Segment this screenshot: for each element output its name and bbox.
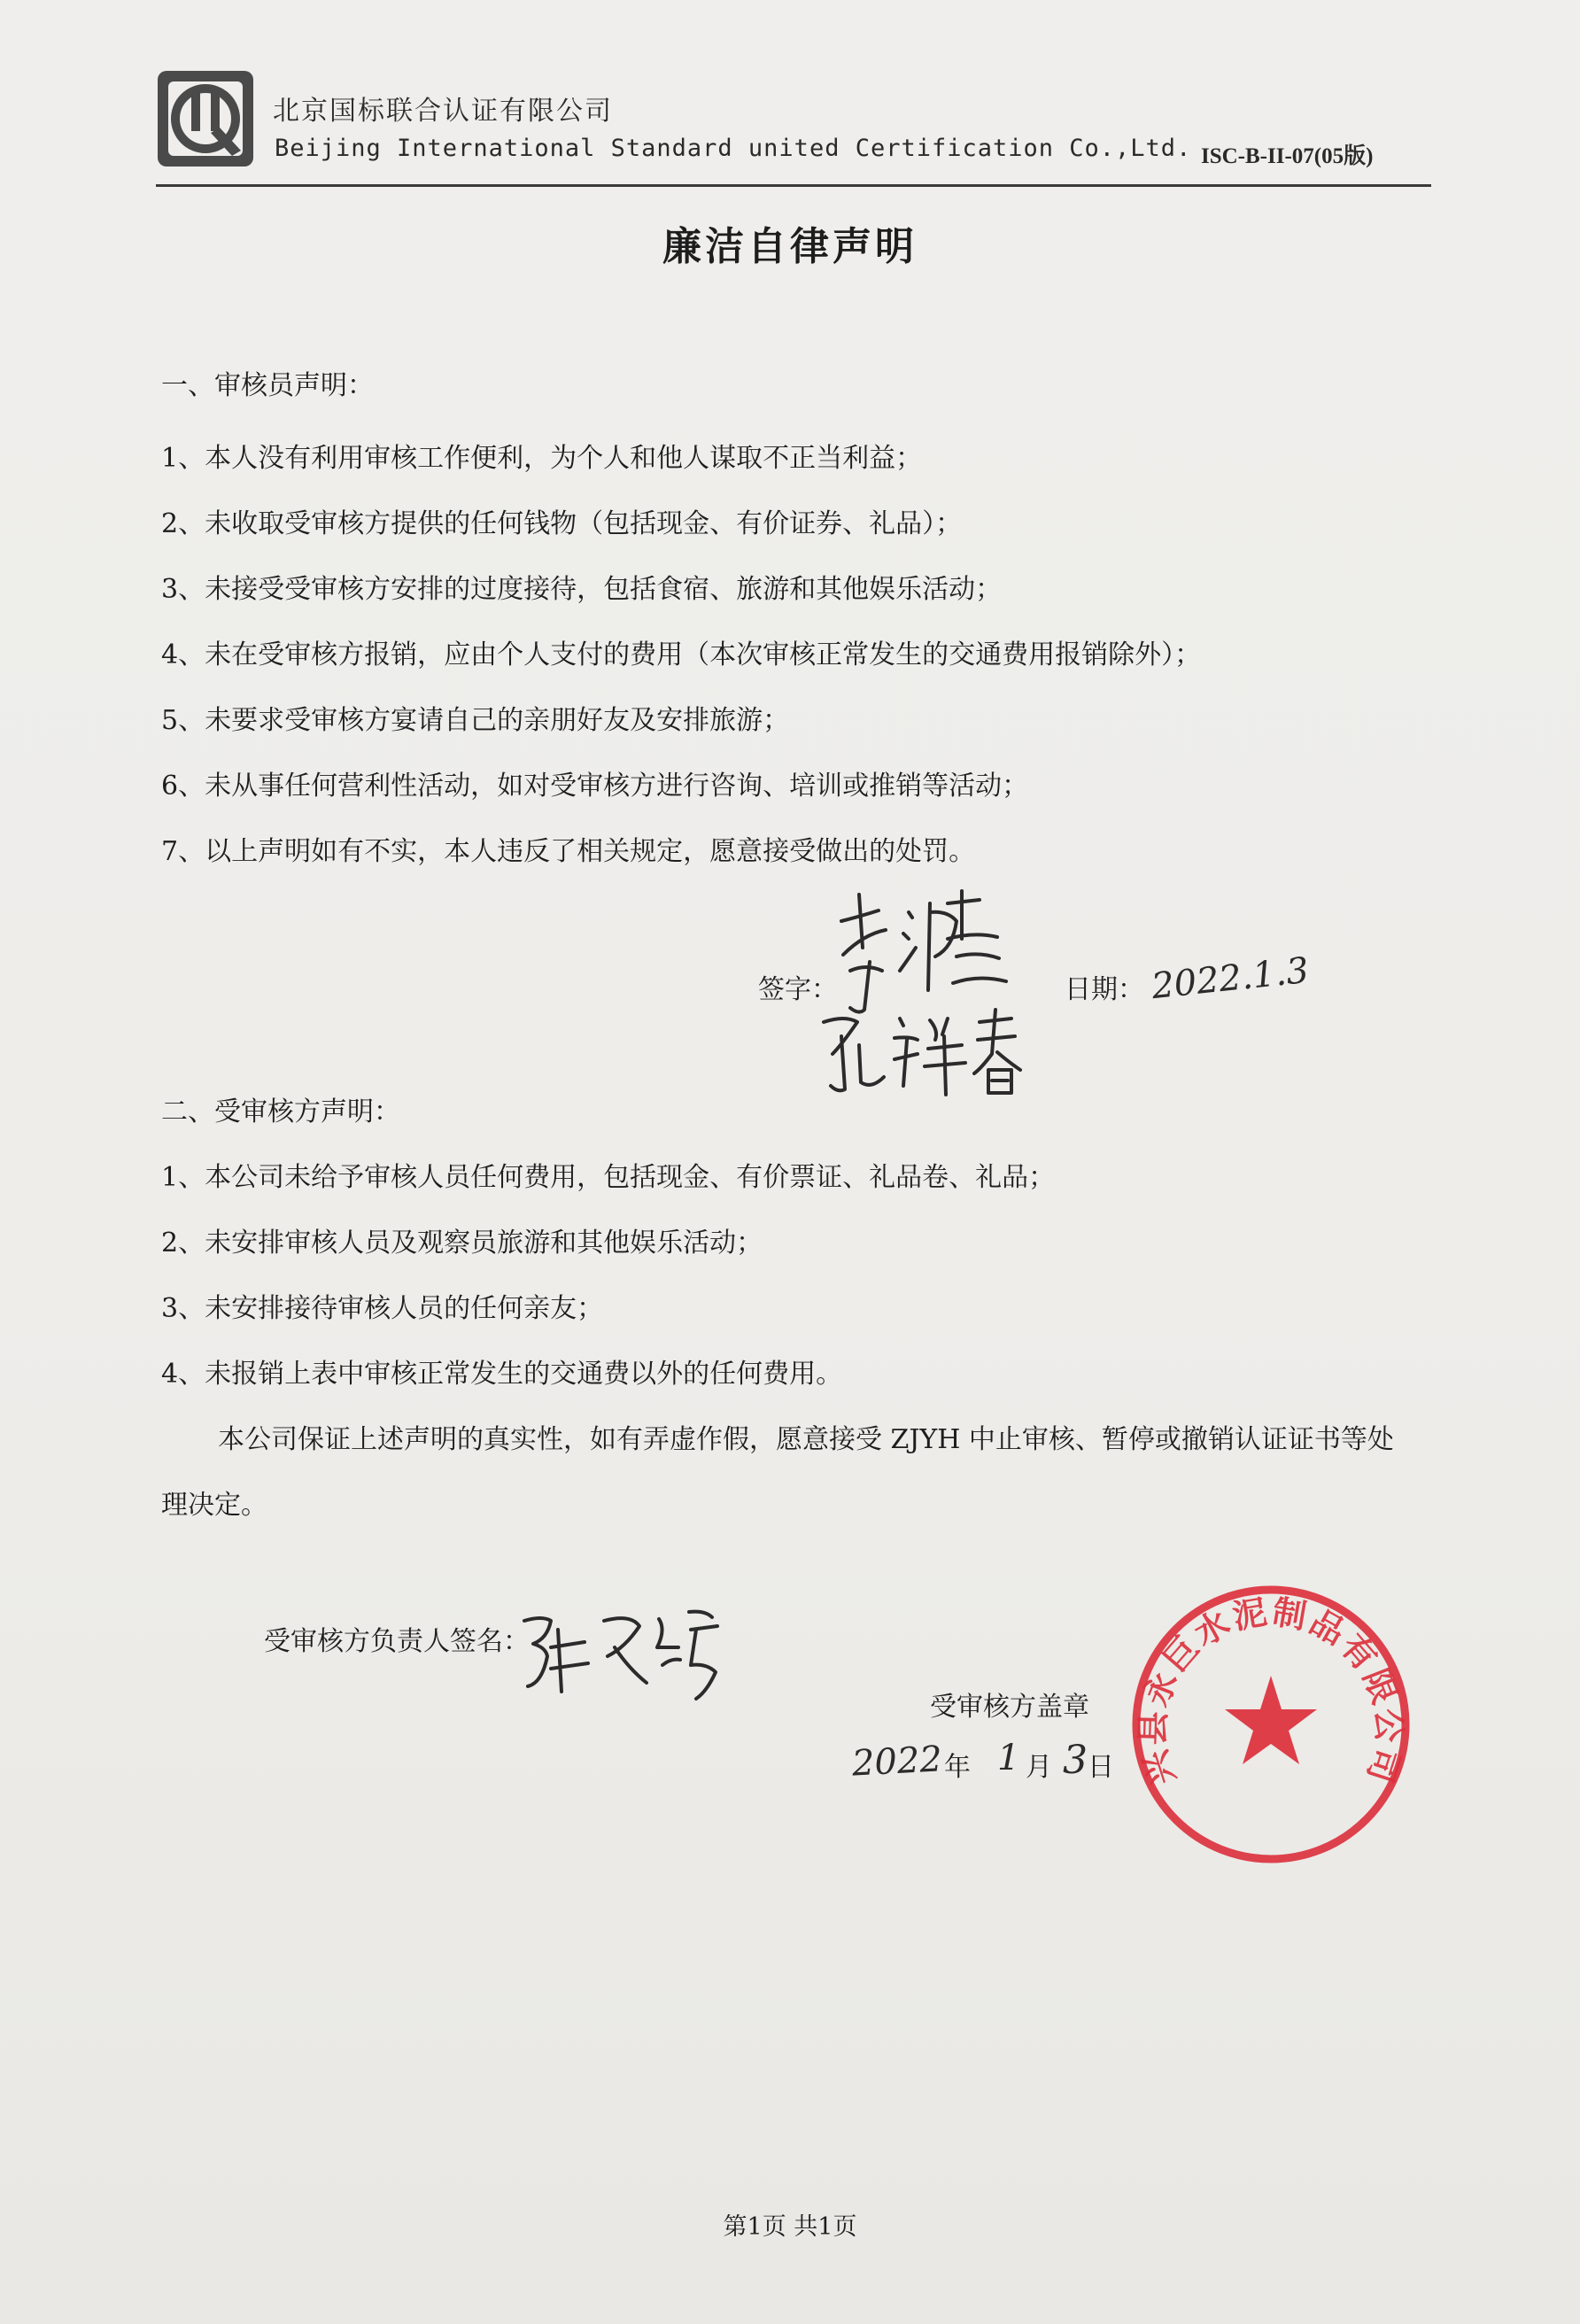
section2-item-3: 3、未安排接待审核人员的任何亲友； xyxy=(161,1293,604,1324)
section1-item-7: 7、以上声明如有不实，本人违反了相关规定，愿意接受做出的处罚。 xyxy=(161,836,976,867)
auditor-signature-1 xyxy=(824,886,1018,1019)
guarantee-line-1: 本公司保证上述声明的真实性，如有弄虚作假，愿意接受 ZJYH 中止审核、暂停或撤销认证证书等处 xyxy=(218,1424,1394,1455)
company-name-cn: 北京国标联合认证有限公司 xyxy=(273,96,613,127)
responsible-date-year: 2022 xyxy=(850,1739,943,1785)
auditor-handwritten-date: 2022.1.3 xyxy=(1150,949,1312,1008)
isc-logo-icon xyxy=(156,69,255,168)
date-yue: 月 xyxy=(1026,1752,1052,1783)
section1-item-3: 3、未接受受审核方安排的过度接待，包括食宿、旅游和其他娱乐活动； xyxy=(161,574,1003,605)
section2-heading: 二、受审核方声明： xyxy=(161,1096,400,1127)
responsible-signature xyxy=(515,1594,728,1709)
responsible-date-day: 3 xyxy=(1063,1738,1088,1783)
section2-item-4: 4、未报销上表中审核正常发生的交通费以外的任何费用。 xyxy=(161,1359,843,1390)
auditor-signature-2 xyxy=(815,1001,1027,1098)
company-name-en: Beijing International Standard united Certification Co.,Ltd. xyxy=(275,135,1192,162)
page-footer: 第1页 共1页 xyxy=(723,2213,857,2241)
company-seal-stamp xyxy=(1125,1578,1417,1871)
responsible-sign-label: 受审核方负责人签名： xyxy=(264,1626,530,1657)
date-ri: 日 xyxy=(1088,1752,1114,1783)
responsible-date-month: 1 xyxy=(997,1738,1020,1778)
section1-item-5: 5、未要求受审核方宴请自己的亲朋好友及安排旅游； xyxy=(161,705,790,736)
section1-item-6: 6、未从事任何营利性活动，如对受审核方进行咨询、培训或推销等活动； xyxy=(161,771,1029,802)
section1-item-1: 1、本人没有利用审核工作便利，为个人和他人谋取不正当利益； xyxy=(161,443,923,474)
document-code: ISC-B-II-07(05版) xyxy=(1201,144,1374,168)
date-nian: 年 xyxy=(944,1752,971,1783)
document-title: 廉洁自律声明 xyxy=(662,224,918,269)
section2-item-1: 1、本公司未给予审核人员任何费用，包括现金、有价票证、礼品卷、礼品； xyxy=(161,1162,1056,1193)
seal-label: 受审核方盖章 xyxy=(930,1692,1089,1723)
guarantee-line-2: 理决定。 xyxy=(161,1490,267,1521)
section1-heading: 一、审核员声明： xyxy=(161,370,374,401)
section1-item-2: 2、未收取受审核方提供的任何钱物（包括现金、有价证券、礼品）； xyxy=(161,508,963,539)
auditor-sign-label: 签字： xyxy=(758,974,838,1005)
section2-item-2: 2、未安排审核人员及观察员旅游和其他娱乐活动； xyxy=(161,1228,763,1259)
auditor-date-label: 日期： xyxy=(1065,974,1144,1005)
header-divider xyxy=(156,184,1431,187)
svg-text:兴县永巨水泥制品有限公司: 兴县永巨水泥制品有限公司 xyxy=(1133,1592,1409,1790)
section1-item-4: 4、未在受审核方报销，应由个人支付的费用（本次审核正常发生的交通费用报销除外）； xyxy=(161,639,1202,670)
